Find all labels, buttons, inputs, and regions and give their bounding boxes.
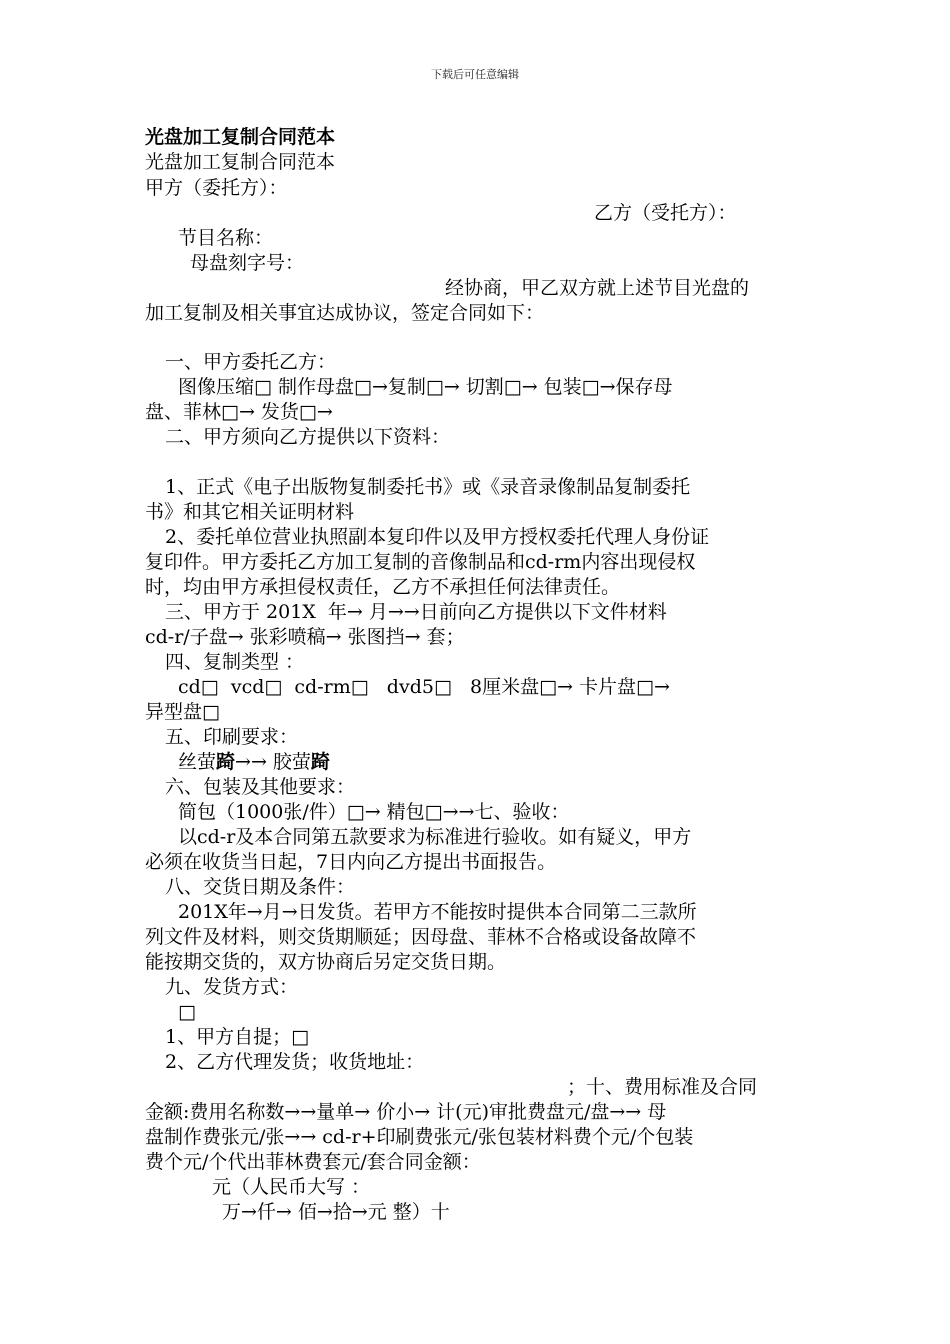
silk-print-glyph: 踦	[216, 751, 236, 773]
silk-print-label: 丝萤	[178, 751, 217, 773]
section-4-line-1: cd□ vcd□ cd-rm□ dvd5□ 8厘米盘□→ 卡片盘□→	[178, 676, 670, 698]
section-4-line-2: 异型盘□	[145, 701, 220, 723]
section-3-line-1: 三、甲方于 201X 年→ 月→→日前向乙方提供以下文件材料	[165, 601, 667, 623]
party-b-label: 乙方（受托方）：	[594, 202, 737, 224]
section-2-item-1-line-1: 1、正式《电子出版物复制委托书》或《录音录像制品复制委托	[165, 476, 691, 498]
amount-line-2: 万→仟→ 佰→拾→元 整）十	[222, 1201, 450, 1223]
section-5-heading: 五、印刷要求：	[165, 726, 299, 748]
section-1-line-1: 图像压缩□ 制作母盘□→复制□→ 切割□→ 包装□→保存母	[178, 376, 673, 398]
section-10-line-1: 金额:费用名称数→→量单→ 价小→ 计(元)审批费盘元/盘→→ 母	[145, 1101, 667, 1123]
section-4-heading: 四、复制类型 ：	[165, 651, 305, 673]
section-10-line-3: 费个元/个代出菲林费套元/套合同金额：	[145, 1151, 481, 1173]
section-2-heading: 二、甲方须向乙方提供以下资料：	[165, 426, 451, 448]
section-5-print-options	[178, 750, 330, 774]
document-title: 光盘加工复制合同范本	[145, 126, 336, 148]
program-name-label: 节目名称：	[178, 227, 274, 249]
section-2-item-2-line-2: 复印件。甲方委托乙方加工复制的音像制品和cd-rm内容出现侵权	[145, 551, 696, 573]
section-8-line-1: 201X年→月→日发货。若甲方不能按时提供本合同第二三款所	[178, 901, 697, 923]
section-9-heading: 九、发货方式：	[165, 976, 299, 998]
offset-print-label: →→ 胶萤	[235, 751, 311, 773]
section-8-line-2: 列文件及材料，则交货期顺延；因母盘、菲林不合格或设备故障不	[145, 926, 697, 948]
section-2-item-1-line-2: 书》和其它相关证明材料	[145, 501, 355, 523]
section-8-heading: 八、交货日期及条件：	[165, 876, 356, 898]
section-2-item-2-line-3: 时，均由甲方承担侵权责任，乙方不承担任何法律责任。	[145, 576, 621, 598]
intro-line-2: 加工复制及相关事宜达成协议，签定合同如下：	[145, 302, 545, 324]
section-7-line-2: 必须在收货当日起，7日内向乙方提出书面报告。	[145, 851, 557, 873]
section-1-line-2: 盘、菲林□→ 发货□→	[145, 401, 333, 423]
section-6-line-1: 简包（1000张/件）□→ 精包□→→七、验收：	[178, 801, 570, 823]
section-1-heading: 一、甲方委托乙方：	[165, 351, 337, 373]
subtitle: 光盘加工复制合同范本	[145, 151, 336, 173]
party-a-label: 甲方（委托方）：	[145, 177, 288, 199]
section-6-heading: 六、包装及其他要求：	[165, 776, 356, 798]
offset-print-glyph: 踦	[310, 751, 330, 773]
section-9-item-2: 2、乙方代理发货；收货地址：	[165, 1051, 425, 1073]
section-3-line-2: cd-r/子盘→ 张彩喷稿→ 张图挡→ 套；	[145, 626, 465, 648]
section-9-checkbox: □	[178, 1001, 196, 1023]
section-9-item-1: 1、甲方自提；□	[165, 1026, 310, 1048]
section-7-line-1: 以cd-r及本合同第五款要求为标准进行验收。如有疑义，甲方	[178, 826, 692, 848]
intro-line-1: 经协商，甲乙双方就上述节目光盘的	[445, 277, 750, 299]
section-8-line-3: 能按期交货的，双方协商后另定交货日期。	[145, 951, 507, 973]
amount-line-1: 元（人民币大写 ：	[212, 1176, 371, 1198]
master-disc-code-label: 母盘刻字号：	[190, 252, 305, 274]
header-note: 下载后可任意编辑	[431, 68, 519, 81]
section-2-item-2-line-1: 2、委托单位营业执照副本复印件以及甲方授权委托代理人身份证	[165, 526, 710, 548]
section-10-heading: ；十、费用标准及合同	[567, 1076, 758, 1098]
section-10-line-2: 盘制作费张元/张→→ cd-r+印刷费张元/张包装材料费个元/个包装	[145, 1126, 694, 1148]
